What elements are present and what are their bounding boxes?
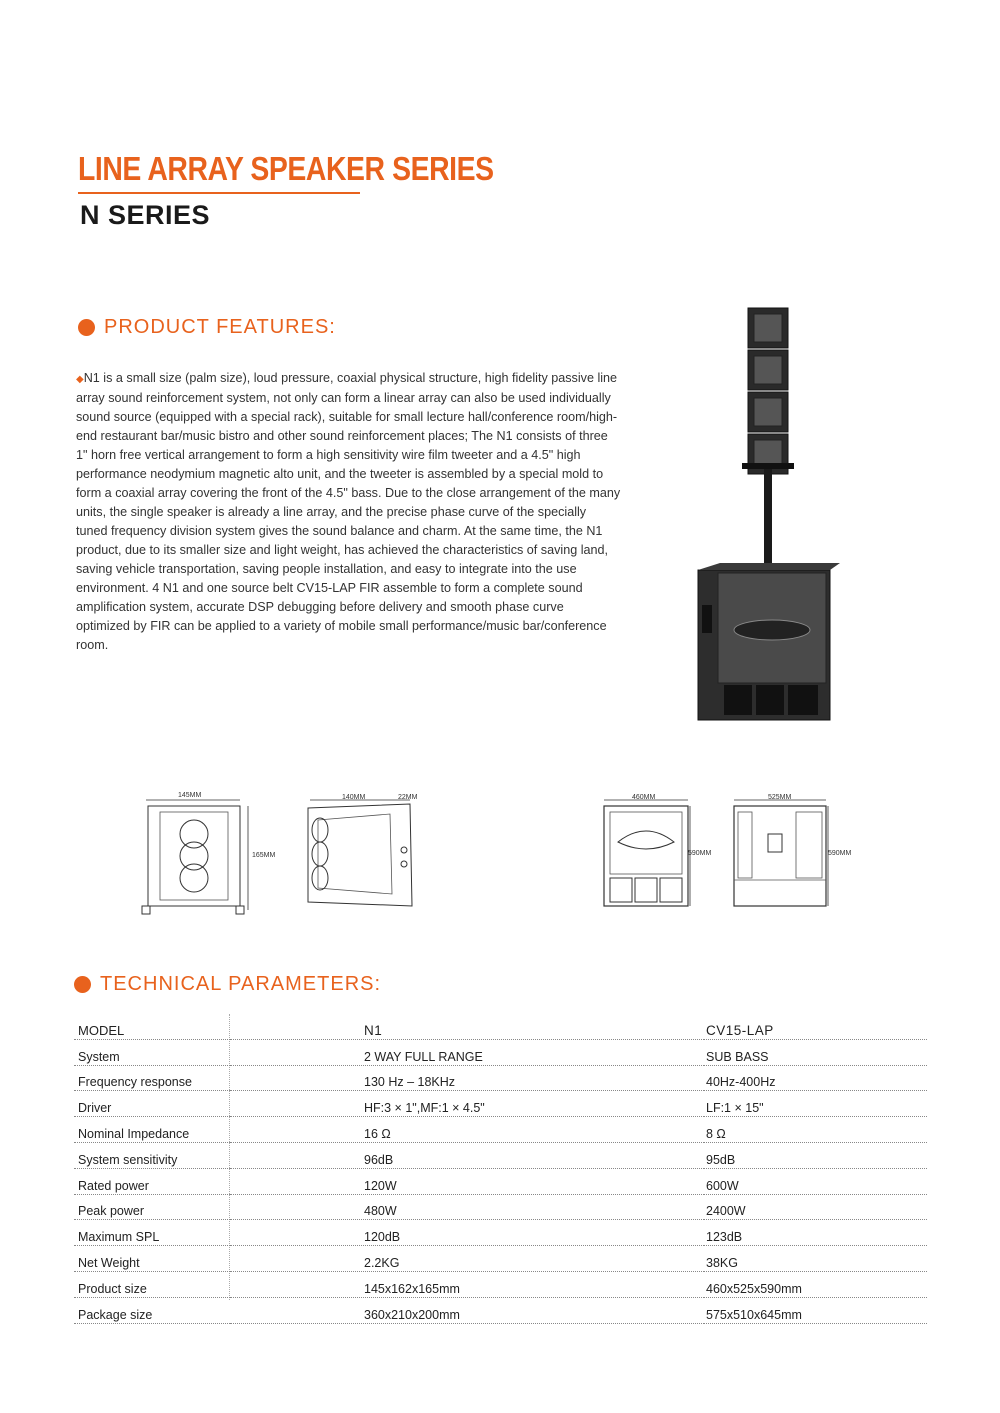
sub-width-label: 460MM — [632, 794, 656, 801]
cv15-value: 95dB — [704, 1142, 927, 1168]
n1-height-label: 165MM — [252, 852, 276, 859]
title-underline — [78, 192, 360, 194]
n1-value: 96dB — [230, 1142, 704, 1168]
speaker-system-image — [690, 305, 840, 730]
table-row — [74, 1246, 927, 1272]
param-label: System — [74, 1039, 230, 1065]
param-label: Nominal Impedance — [74, 1117, 230, 1143]
n1-value: 145x162x165mm — [230, 1271, 704, 1297]
table-row — [74, 1168, 927, 1194]
n1-value: 360x210x200mm — [230, 1297, 704, 1323]
n1-stack — [742, 308, 794, 474]
table-row — [74, 1091, 927, 1117]
cv15-value: 38KG — [704, 1246, 927, 1272]
table-header-row — [74, 1014, 927, 1039]
cv15-value: 460x525x590mm — [704, 1271, 927, 1297]
cv15-value: SUB BASS — [704, 1039, 927, 1065]
table-row — [74, 1065, 927, 1091]
n1-extra-label: 22MM — [398, 794, 418, 801]
n1-front-diagram — [138, 790, 298, 920]
cv15-value: LF:1 × 15" — [704, 1091, 927, 1117]
param-label: Rated power — [74, 1168, 230, 1194]
sub-front-diagram — [598, 790, 728, 915]
table-row — [74, 1271, 927, 1297]
orange-dot-icon — [74, 976, 91, 993]
cv15-value: 40Hz-400Hz — [704, 1065, 927, 1091]
technical-parameters-table — [74, 1014, 927, 1324]
table-row — [74, 1142, 927, 1168]
table-row — [74, 1194, 927, 1220]
n1-value: 2 WAY FULL RANGE — [230, 1039, 704, 1065]
technical-heading-label: TECHNICAL PARAMETERS: — [100, 973, 382, 995]
n1-value: 120dB — [230, 1220, 704, 1246]
sub-depth-label: 525MM — [768, 794, 792, 801]
param-label: System sensitivity — [74, 1142, 230, 1168]
subwoofer — [698, 563, 840, 720]
cv15-value: 575x510x645mm — [704, 1297, 927, 1323]
pole — [764, 469, 772, 569]
n1-value: 130 Hz – 18KHz — [230, 1065, 704, 1091]
param-label: Frequency response — [74, 1065, 230, 1091]
features-paragraph — [76, 369, 621, 655]
param-label: Driver — [74, 1091, 230, 1117]
cv15-value: 8 Ω — [704, 1117, 927, 1143]
cv15-value: 2400W — [704, 1194, 927, 1220]
param-label: Maximum SPL — [74, 1220, 230, 1246]
n1-value: HF:3 × 1",MF:1 × 4.5" — [230, 1091, 704, 1117]
n1-width-label: 145MM — [178, 792, 202, 799]
param-label: Package size — [74, 1297, 230, 1323]
sub-side-height-label: 590MM — [828, 850, 852, 857]
diamond-bullet-icon: ◆ — [76, 374, 84, 385]
n1-header: N1 — [230, 1014, 704, 1039]
n1-value: 16 Ω — [230, 1117, 704, 1143]
param-label: Product size — [74, 1271, 230, 1297]
n1-depth-label: 140MM — [342, 794, 366, 801]
table-row — [74, 1117, 927, 1143]
series-subtitle: N SERIES — [80, 200, 211, 230]
cv15-header: CV15-LAP — [704, 1014, 927, 1039]
series-title: LINE ARRAY SPEAKER SERIES — [78, 150, 494, 187]
cv15-value: 600W — [704, 1168, 927, 1194]
technical-heading — [74, 973, 381, 996]
model-header: MODEL — [74, 1014, 230, 1039]
n1-value: 2.2KG — [230, 1246, 704, 1272]
features-body: N1 is a small size (palm size), loud pressure, coaxial physical structure, high fidelity passive line array sound reinforcement system, not only can form a linear array can also be used individually sound source (equipped with a special rack), suitable for small lecture hall/conference room/high-end restaurant bar/music bistro and other sound reinforcement places; The N1 consists of three 1" horn free vertical arrangement to form a high sensitivity wire film tweeter and a 4.5" high performance neodymium magnetic alto unit, and the tweeter is assembled by a special mold to form a coaxial array covering the front of the 4.5" bass. Due to the close arrangement of the many units, the single speaker is already a line array, and the precise phase curve of the specially tuned frequency division system gives the sound balance and charm. At the same time, the N1 product, due to its smaller size and light weight, has achieved the characteristics of saving land, saving vehicle transportation, saving people installation, and easy to integrate into the use environment. 4 N1 and one source belt CV15-LAP FIR assemble to form a complete sound amplification system, accurate DSP debugging before delivery and smooth phase curve optimized by FIR can be applied to a variety of mobile small performance/music bar/conference room. — [76, 371, 621, 652]
param-label: Net Weight — [74, 1246, 230, 1272]
n1-value: 120W — [230, 1168, 704, 1194]
sub-height-label: 590MM — [688, 850, 712, 857]
table-row — [74, 1220, 927, 1246]
n1-value: 480W — [230, 1194, 704, 1220]
param-label: Peak power — [74, 1194, 230, 1220]
features-heading-label: PRODUCT FEATURES: — [104, 316, 336, 338]
n1-side-diagram — [300, 790, 430, 920]
sub-side-diagram — [730, 790, 865, 915]
cv15-value: 123dB — [704, 1220, 927, 1246]
orange-dot-icon — [78, 319, 95, 336]
table-row — [74, 1039, 927, 1065]
table-row — [74, 1297, 927, 1323]
features-heading — [78, 316, 336, 339]
